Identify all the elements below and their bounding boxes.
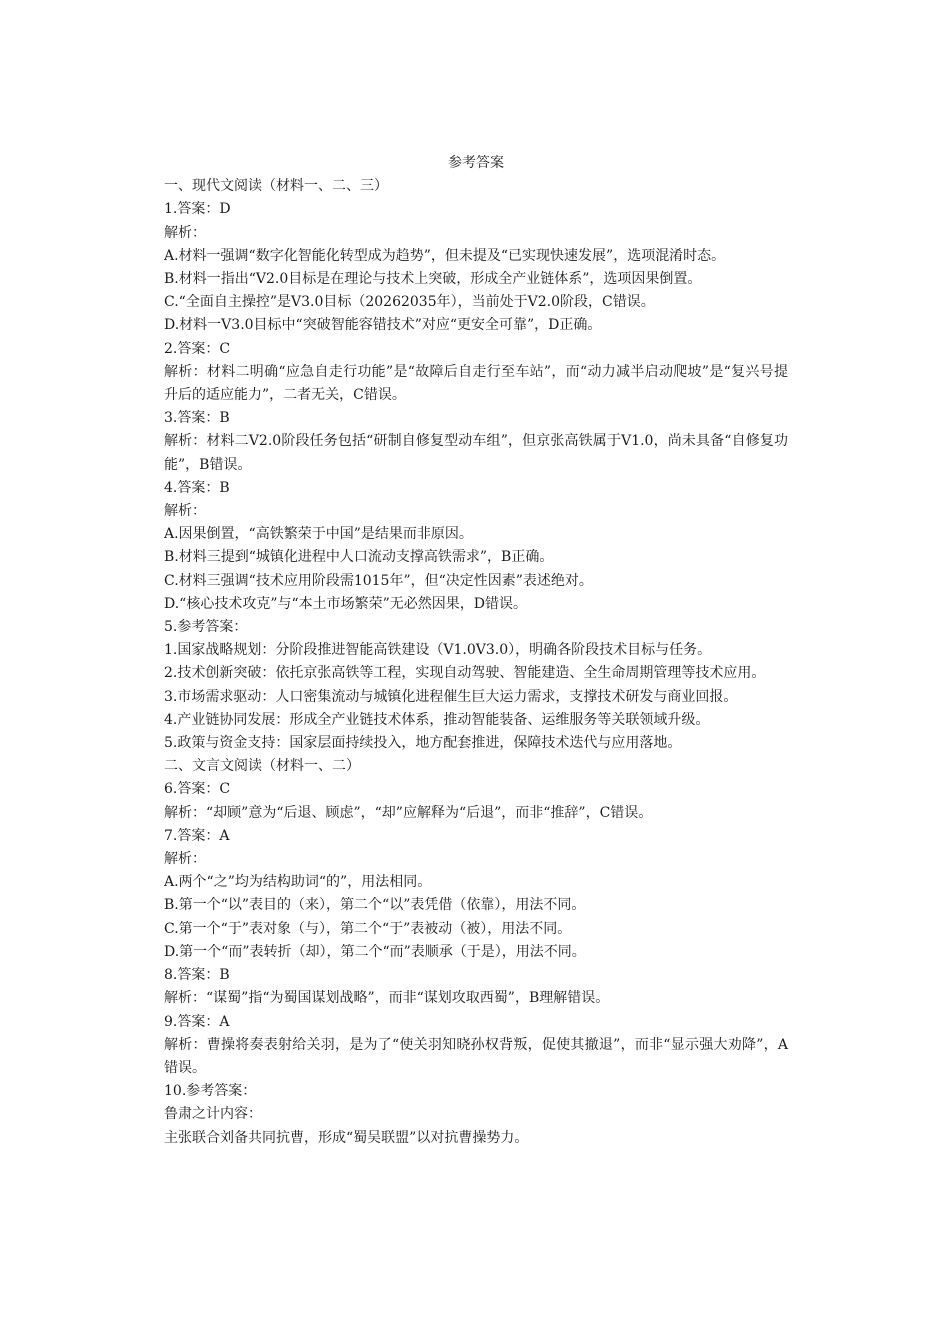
analysis-line: D.“核心技术攻克”与“本土市场繁荣”无必然因果，D错误。: [164, 595, 528, 612]
answer-line: 7.答案：A: [164, 827, 230, 844]
answer-line: 1.答案：D: [164, 201, 231, 218]
answer-line: 8.答案：B: [164, 967, 230, 984]
answer-line: 6.答案：C: [164, 781, 231, 798]
analysis-line: A.因果倒置，“高铁繁荣于中国”是结果而非原因。: [164, 526, 473, 543]
analysis-line: C.第一个“于”表对象（与），第二个“于”表被动（被），用法不同。: [164, 920, 572, 937]
analysis-line: B.材料一指出“V2.0目标是在理论与技术上突破，形成全产业链体系”，选项因果倒置。: [164, 271, 702, 287]
analysis-line: 主张联合刘备共同抗曹，形成“蜀吴联盟”以对抗曹操势力。: [164, 1129, 529, 1146]
analysis-line: 解析：“谋蜀”指“为蜀国谋划战略”，而非“谋划攻取西蜀”，B理解错误。: [164, 990, 610, 1007]
analysis-line: D.材料一V3.0目标中“突破智能容错技术”对应“更安全可靠”，D正确。: [164, 317, 602, 334]
page-title: 参考答案: [448, 155, 504, 171]
analysis-label: 解析：: [164, 224, 206, 241]
list-item: 3.市场需求驱动：人口密集流动与城镇化进程催生巨大运力需求，支撑技术研发与商业回报。: [164, 688, 738, 705]
section-heading: 一、现代文阅读（材料一、二、三）: [164, 178, 388, 195]
analysis-paragraph: 解析：材料二V2.0阶段任务包括“研制自修复型动车组”，但京张高铁属于V1.0，尚未具备“自修复功能”，B错误。: [164, 433, 788, 473]
analysis-paragraph: 解析：材料二明确“应急自走行功能”是“故障后自走行至车站”，而“动力减半启动爬坡”是“复兴号提升后的适应能力”，二者无关，C错误。: [164, 363, 788, 404]
analysis-line: 鲁肃之计内容：: [164, 1106, 262, 1123]
analysis-line: B.材料三提到“城镇化进程中人口流动支撑高铁需求”，B正确。: [164, 549, 554, 566]
answer-line: 9.答案：A: [164, 1013, 230, 1030]
list-item: 5.政策与资金支持：国家层面持续投入，地方配套推进，保障技术迭代与应用落地。: [164, 735, 682, 752]
section-heading: 二、文言文阅读（材料一、二）: [164, 758, 360, 775]
analysis-line: C.“全面自主操控”是V3.0目标（20262035年），当前处于V2.0阶段，C错误。: [164, 294, 655, 311]
analysis-line: A.两个“之”均为结构助词“的”，用法相同。: [164, 874, 432, 891]
analysis-label: 解析：: [164, 503, 206, 520]
list-item: 4.产业链协同发展：形成全产业链技术体系，推动智能装备、运维服务等关联领域升级。: [164, 711, 710, 728]
answer-line: 2.答案：C: [164, 340, 231, 357]
answer-line: 5.参考答案：: [164, 619, 248, 636]
analysis-line: A.材料一强调“数字化智能化转型成为趋势”，但未提及“已实现快速发展”，选项混淆时态。: [164, 247, 726, 264]
answer-document: [164, 152, 788, 1150]
list-item: 2.技术创新突破：依托京张高铁等工程，实现自动驾驶、智能建造、全生命周期管理等技术应用。: [164, 665, 766, 682]
analysis-paragraph: 解析：曹操将奏表射给关羽，是为了“使关羽知晓孙权背叛，促使其撤退”，而非“显示强大劝降”，A错误。: [164, 1036, 788, 1076]
analysis-line: 解析：“却顾”意为“后退、顾虑”，“却”应解释为“后退”，而非“推辞”，C错误。: [164, 804, 653, 821]
answer-line: 3.答案：B: [164, 410, 230, 427]
list-item: 1.国家战略规划：分阶段推进智能高铁建设（V1.0V3.0），明确各阶段技术目标与任务。: [164, 642, 712, 659]
answer-line: 4.答案：B: [164, 479, 230, 496]
analysis-line: C.材料三强调“技术应用阶段需1015年”，但“决定性因素”表述绝对。: [164, 572, 593, 589]
analysis-label: 解析：: [164, 851, 206, 868]
answer-line: 10.参考答案：: [164, 1083, 257, 1100]
analysis-line: B.第一个“以”表目的（来），第二个“以”表凭借（依靠），用法不同。: [164, 897, 586, 914]
analysis-line: D.第一个“而”表转折（却），第二个“而”表顺承（于是），用法不同。: [164, 943, 586, 960]
